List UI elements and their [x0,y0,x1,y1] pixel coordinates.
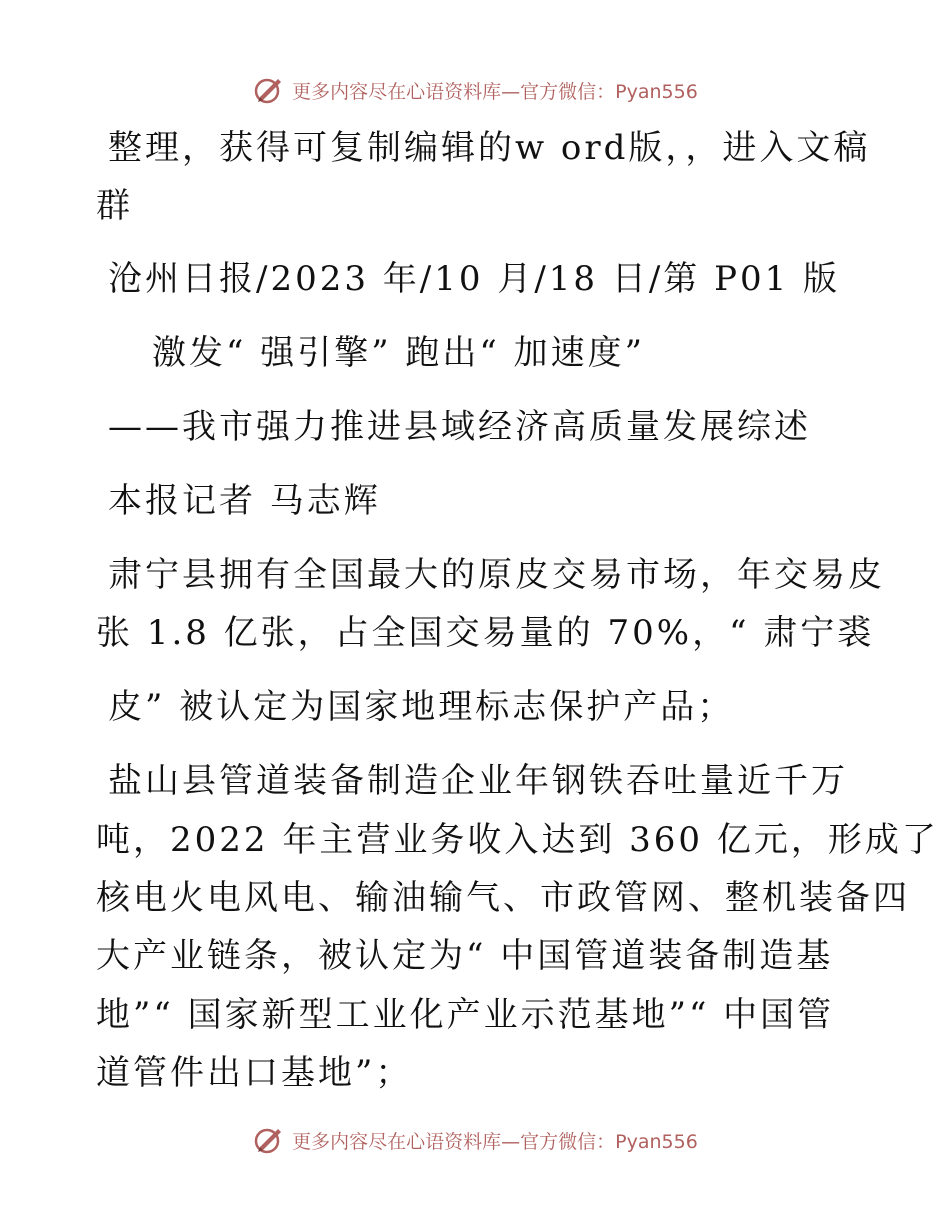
text-line: 肃宁县拥有全国最大的原皮交易市场，年交易皮 [108,555,885,595]
pen-logo-icon [252,1125,286,1155]
text-line: 核电火电风电、输油输气、市政管网、整机装备四 [96,878,910,918]
article-subtitle: ——我市强力推进县域经济高质量发展综述 [108,407,811,447]
text-line: 道管件出口基地”； [96,1053,413,1093]
text-line: 大产业链条，被认定为“ 中国管道装备制造基 [96,936,834,976]
source-line: 沧州日报/2023 年/10 月/18 日/第 P01 版 [108,259,841,299]
text-line: 盐山县管道装备制造企业年钢铁吞吐量近千万 [108,761,848,801]
footer-watermark [0,1120,950,1160]
text-line: 地”“ 国家新型工业化产业示范基地”“ 中国管 [96,995,835,1035]
article-title: 激发“ 强引擎” 跑出“ 加速度” [152,333,645,373]
byline: 本报记者 马志辉 [108,481,381,521]
text-line: 整理，获得可复制编辑的w ord版，，进入文稿 [108,128,871,168]
watermark-text: 更多内容尽在心语资料库—官方微信：Pyan556 [292,1130,698,1153]
watermark-text: 更多内容尽在心语资料库—官方微信：Pyan556 [292,80,698,103]
header-watermark [0,70,950,110]
text-line: 张 1.8 亿张，占全国交易量的 70%，“ 肃宁裘 [96,613,875,653]
text-line: 群 [96,186,133,226]
pen-logo-icon [252,75,286,105]
text-line: 皮” 被认定为国家地理标志保护产品； [108,687,735,727]
text-line: 吨，2022 年主营业务收入达到 360 亿元，形成了 [96,820,939,860]
